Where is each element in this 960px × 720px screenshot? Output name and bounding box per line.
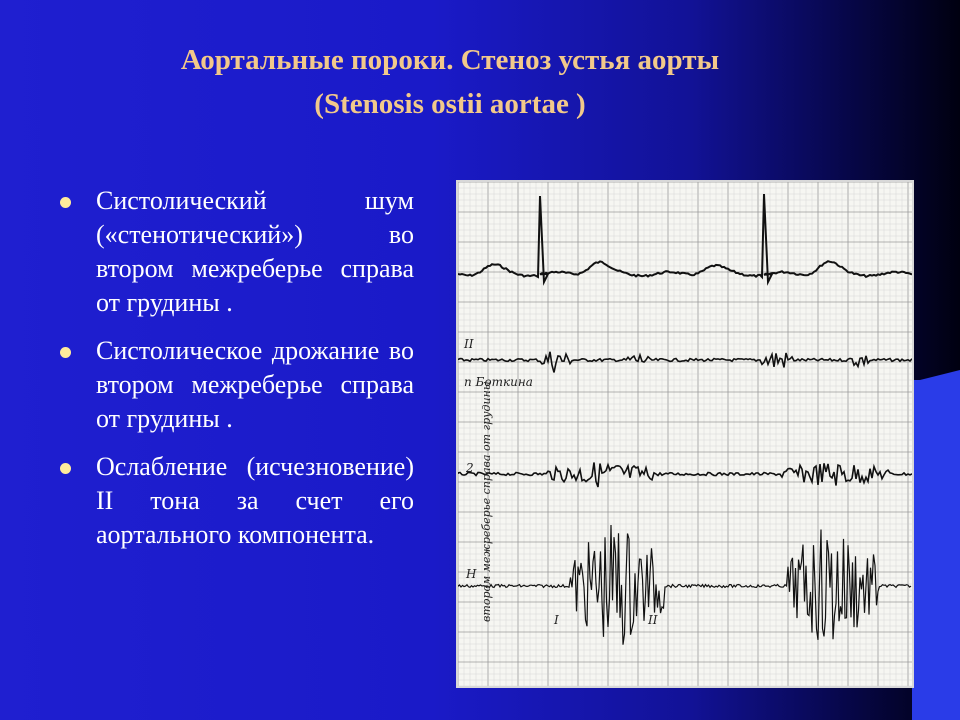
bullet-dot-icon (60, 463, 71, 474)
phono-trace-point-2 (458, 463, 912, 488)
label-point-2: 2 (466, 461, 474, 475)
bullet-item (58, 450, 414, 552)
label-tone-2: II (648, 613, 658, 627)
slide-title (40, 38, 860, 126)
bullet-dot-icon (60, 197, 71, 208)
label-tone-1: I (554, 613, 559, 627)
slide-title-line1: Аортальные пороки. Стеноз устья аорты (180, 44, 720, 76)
bullet-list (58, 184, 414, 566)
bullet-item (58, 184, 414, 320)
decorative-side-bar (912, 380, 960, 720)
label-lead-ii: II (464, 337, 474, 351)
label-vertical: втором межреберье справа от грудины (480, 381, 493, 622)
label-point-h: Н (466, 567, 477, 581)
label-bitkin: п Боткина (464, 375, 533, 389)
phonocardiogram-image (456, 180, 914, 688)
bullet-item (58, 334, 414, 436)
phonocardiogram-svg (458, 182, 912, 686)
bullet-dot-icon (60, 347, 71, 358)
ecg-trace (458, 194, 912, 282)
bullet-text: Систолическое дрожание во втором межреберье справа от грудины . (96, 336, 414, 433)
grid-lines (458, 182, 912, 686)
bullet-text: Ослабление (исчезновение) II тона за счет его аортального компонента. (96, 452, 414, 549)
phono-trace-point-h (458, 525, 911, 645)
bullet-text: Систолический шум («стенотический») во втором межреберье справа от грудины . (96, 186, 414, 317)
slide-title-line2: (Stenosis ostii aortae ) (314, 88, 586, 120)
